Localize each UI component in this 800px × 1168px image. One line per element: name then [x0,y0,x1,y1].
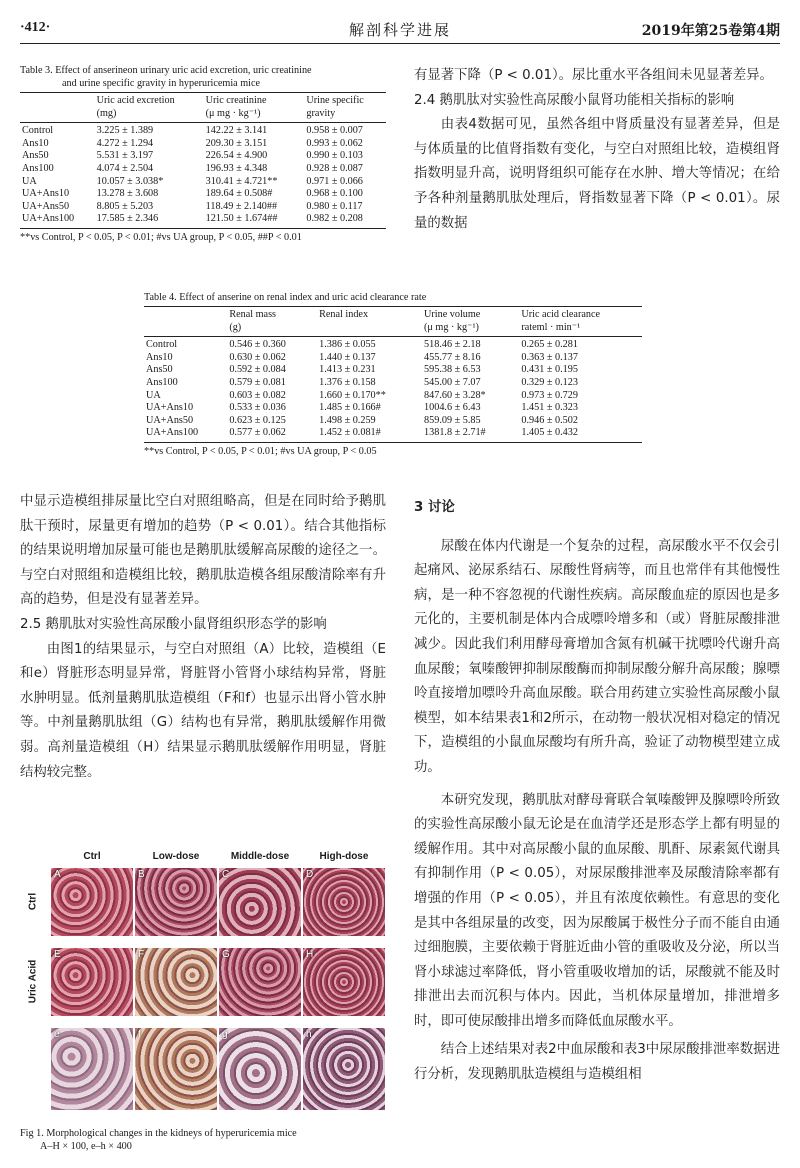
table-cell: 0.946 ± 0.502 [521,414,578,426]
table-cell: 1.451 ± 0.323 [521,402,578,414]
table-cell: 0.363 ± 0.137 [521,351,578,363]
figure-col-label: Middle-dose [230,851,290,862]
histology-panel: g [218,1027,302,1111]
table-3-block [20,64,390,244]
table-header-unit: (mg) [95,108,204,123]
table-header-unit: (μ mg · kg⁻¹) [422,322,519,337]
table-cell: 1381.8 ± 2.71# [422,427,519,442]
table-cell: 0.928 ± 0.087 [306,162,363,174]
table-cell: 0.603 ± 0.082 [229,389,286,401]
row-label: Ans50 [146,364,173,376]
table-cell: 1.660 ± 0.170** [319,389,386,401]
table-cell: 1.440 ± 0.137 [319,351,376,363]
table-row [144,337,642,352]
table-cell: 1.452 ± 0.081# [317,427,422,442]
table-row [144,427,642,442]
paragraph: 结合上述结果对表2中血尿酸和表3中尿尿酸排泄率数据进行分析，发现鹅肌肽造模组与造模组相 [414,1042,780,1083]
table-cell: 189.64 ± 0.508# [205,188,273,200]
table-header-cell: Uric acid clearance [519,307,642,322]
table-cell: 545.00 ± 7.07 [424,376,481,388]
table-3-caption-line1: Table 3. Effect of anserineon urinary uric acid excretion, uric creatinine [20,65,312,76]
row-label: UA+Ans50 [22,200,70,212]
row-label: UA [22,175,37,187]
figure-caption-line1: Fig 1. Morphological changes in the kidneys of hyperuricemia mice [20,1128,297,1139]
table-header-cell: Renal index [317,307,422,322]
table-cell: 1.376 ± 0.158 [319,376,376,388]
row-label: Ans100 [22,162,54,174]
table-cell: 209.30 ± 3.151 [205,137,268,149]
table-cell: 0.592 ± 0.084 [229,364,286,376]
left-column-bottom [20,490,386,785]
table-cell: 595.38 ± 6.53 [424,364,481,376]
right-column-top [414,64,780,236]
table-cell: 0.973 ± 0.729 [521,389,578,401]
table-4-caption: Table 4. Effect of anserine on renal index and uric acid clearance rate [144,292,427,303]
table-header-unit: gravity [304,108,386,123]
table-header-unit: (g) [227,322,317,337]
row-label: UA [146,389,161,401]
table-header-cell: Urine volume [422,307,519,322]
histology-panel: C [218,867,302,937]
table-header-unit [20,108,95,123]
table-cell: 0.265 ± 0.281 [521,339,578,351]
table-4-block [144,291,644,458]
table-row [144,364,642,377]
table-cell: 118.49 ± 2.140## [205,200,278,212]
table-cell: 0.533 ± 0.036 [229,402,286,414]
figure-caption-line2: A–H × 100, e–h × 400 [40,1141,132,1152]
paragraph: 尿酸在体内代谢是一个复杂的过程，高尿酸水平不仅会引起痛风、泌尿系结石、尿酸性肾病等，而且也常伴有其他慢性病，是一种不容忽视的代谢性疾病。高尿酸血症的原因也是多元化的，主要机制是体内合成嘌呤增多和（或）肾脏尿酸排泄减少。因此我们利用酵母膏增加含氮有机碱干扰嘌呤代谢升高血尿酸；氧嗪酸钾抑制尿酸酶而抑制尿酸分解升高尿酸；腺嘌呤直接增加嘌呤升高血尿酸。联合用药建立实验性高尿酸小鼠模型，如本结果表1和2所示，在动物一般状况相对稳定的情况下，造模组的小鼠血尿酸均有所升高，验证了动物模型建立成功。 [414,538,780,775]
figure-col-label: Low-dose [152,851,200,862]
table-3-caption-line2: and urine specific gravity in hyperuricemia mice [62,78,261,89]
table-row [144,377,642,390]
table-row [20,163,386,176]
table-cell: 1.413 ± 0.231 [319,364,376,376]
histology-panel: E [50,947,134,1017]
table-row [144,415,642,428]
issue-info: 2019年第25卷第4期 [641,23,780,39]
table-cell: 0.958 ± 0.007 [306,125,363,137]
table-cell: 0.980 ± 0.117 [306,200,363,212]
section-2-4-heading: 2.4 鹅肌肽对实验性高尿酸小鼠肾功能相关指标的影响 [414,92,735,108]
table-cell: 1.405 ± 0.432 [519,427,642,442]
table-cell: 0.982 ± 0.208 [304,213,386,228]
table-cell: 226.54 ± 4.900 [205,150,268,162]
table-row [144,402,642,415]
table-row [144,390,642,403]
table-header-cell: Uric acid excretion [95,93,204,108]
histology-panel: e [50,1027,134,1111]
row-label: Control [22,125,54,137]
table-cell: 3.225 ± 1.389 [96,125,154,137]
table-row [20,176,386,189]
page-number: ·412· [20,20,51,35]
table-cell: 847.60 ± 3.28* [424,389,486,401]
table-3-note: **vs Control, P < 0.05, P < 0.01; #vs UA group, P < 0.05, ##P < 0.01 [20,231,302,243]
table-cell: 0.546 ± 0.360 [229,339,286,351]
table-row [20,123,386,138]
table-cell: 0.577 ± 0.062 [227,427,317,442]
table-cell: 17.585 ± 2.346 [95,213,204,228]
table-cell: 1004.6 ± 6.43 [424,402,481,414]
figure-row-label: Ctrl [27,892,39,911]
row-label: Ans10 [22,137,49,149]
table-cell: 0.990 ± 0.103 [306,150,363,162]
table-cell: 0.630 ± 0.062 [229,351,286,363]
table-row [20,213,386,228]
table-cell: 1.498 ± 0.259 [319,414,376,426]
histology-panel: H [302,947,386,1017]
histology-panel: D [302,867,386,937]
table-cell: 0.431 ± 0.195 [521,364,578,376]
paragraph: 中显示造模组排尿量比空白对照组略高，但是在同时给予鹅肌肽干预时，尿量更有增加的趋势（P < 0.01）。结合其他指标的结果说明增加尿量可能也是鹅肌肽缓解高尿酸的途径之一。与空白对照组和造模组比较，鹅肌肽造模各组尿酸清除率有升高的趋势，但是没有显著差异。 [20,494,386,608]
table-cell: 518.46 ± 2.18 [424,339,481,351]
table-row [20,201,386,214]
figure-col-label: Ctrl [83,851,101,862]
figure-1-caption [20,1127,297,1153]
figure-col-label: High-dose [319,851,369,862]
table-cell: 310.41 ± 4.721** [205,175,278,187]
table-cell: 859.09 ± 5.85 [424,414,481,426]
table-row [144,352,642,365]
row-label: Ans100 [146,376,178,388]
table-cell: 5.531 ± 3.197 [96,150,154,162]
table-header-unit [317,322,422,337]
histology-panel: F [134,947,218,1017]
table-cell: 0.993 ± 0.062 [306,137,363,149]
table-header-unit: rateml · min⁻¹ [519,322,642,337]
right-column-bottom [414,496,780,1088]
table-cell: 455.77 ± 8.16 [424,351,481,363]
row-label: Ans50 [22,150,49,162]
table-cell: 13.278 ± 3.608 [96,188,159,200]
table-cell: 1.485 ± 0.166# [319,402,381,414]
table-3-caption [20,64,390,90]
row-label: Ans10 [146,351,173,363]
table-cell: 142.22 ± 3.141 [205,125,268,137]
table-header-unit [144,322,227,337]
row-label: UA+Ans50 [146,414,194,426]
histology-panel: G [218,947,302,1017]
table-header-cell [144,307,227,322]
paragraph: 由表4数据可见，虽然各组中肾质量没有显著差异，但是与体质量的比值肾指数有变化，与空白对照组比较，造模组肾指数明显升高，说明肾组织可能存在水肿、增大等情况；在给予各种剂量鹅肌肽处理后，肾指数显著下降（P < 0.01）。尿量的数据 [414,117,780,231]
table-header-cell [20,93,95,108]
histology-panel: A [50,867,134,937]
histology-panel: B [134,867,218,937]
figure-1 [20,851,388,1123]
table-3 [20,92,386,229]
paragraph: 本研究发现，鹅肌肽对酵母膏联合氧嗪酸钾及腺嘌呤所致的实验性高尿酸小鼠无论是在血清学还是形态学上都有明显的缓解作用。其中对高尿酸小鼠的血尿酸、肌酐、尿素氮代谢具有抑制作用（P < 0.05），对尿尿酸排泄率及尿酸清除率都有增强的作用（P < 0.05），并且有浓度依赖性。有意思的变化是其中各组尿量的改变，因为尿酸属于极性分子而不能自由通过细胞膜，主要依赖于肾脏近曲小管的重吸收及分泌，所以当肾小球滤过率降低，肾小管重吸收增加的话，尿酸就不能及时排泄出去而沉积与体内。因此，当机体尿量增加，排泄增多时，即可使尿酸排出增多而降低血尿酸水平。 [414,792,780,1029]
table-header-cell: Uric creatinine [204,93,305,108]
table-cell: 4.272 ± 1.294 [96,137,154,149]
table-cell: 0.968 ± 0.100 [306,188,363,200]
table-cell: 0.579 ± 0.081 [229,376,286,388]
paragraph: 由图1的结果显示，与空白对照组（A）比较，造模组（E和e）肾脏形态明显异常，肾脏肾小管肾小球结构异常，肾脏水肿明显。低剂量鹅肌肽造模组（F和f）也显示出肾小管水肿等。中剂量鹅肌肽组（G）结构也有异常，鹅肌肽缓解作用微弱。高剂量造模组（H）结果显示鹅肌肽缓解作用明显，肾脏结构较完整。 [20,641,386,780]
row-label: UA+Ans10 [146,402,194,414]
table-header-unit: (μ mg · kg⁻¹) [204,108,305,123]
running-header [20,18,780,44]
row-label: UA+Ans100 [20,213,95,228]
section-3-heading: 3 讨论 [414,500,455,515]
histology-panel: h [302,1027,386,1111]
figure-row-label: Uric Acid [27,959,39,1004]
table-row [20,188,386,201]
table-cell: 1.386 ± 0.055 [319,339,376,351]
journal-title: 解剖科学进展 [348,21,451,39]
table-row [20,150,386,163]
row-label: UA+Ans100 [144,427,227,442]
table-4-note: **vs Control, P < 0.05, P < 0.01; #vs UA group, P < 0.05 [144,445,377,457]
table-4 [144,306,642,443]
table-cell: 121.50 ± 1.674## [204,213,305,228]
table-cell: 4.074 ± 2.504 [96,162,154,174]
table-cell: 0.623 ± 0.125 [229,414,286,426]
histology-panel: f [134,1027,218,1111]
table-header-cell: Renal mass [227,307,317,322]
table-row [20,138,386,151]
section-2-5-heading: 2.5 鹅肌肽对实验性高尿酸小鼠肾组织形态学的影响 [20,616,327,632]
table-cell: 10.057 ± 3.038* [96,175,164,187]
paragraph: 有显著下降（P < 0.01）。尿比重水平各组间未见显著差异。 [414,68,773,83]
table-header-cell: Urine specific [304,93,386,108]
table-cell: 0.971 ± 0.066 [306,175,363,187]
table-cell: 196.93 ± 4.348 [205,162,268,174]
table-cell: 8.805 ± 5.203 [96,200,154,212]
row-label: UA+Ans10 [22,188,70,200]
row-label: Control [146,339,178,351]
table-cell: 0.329 ± 0.123 [521,376,578,388]
